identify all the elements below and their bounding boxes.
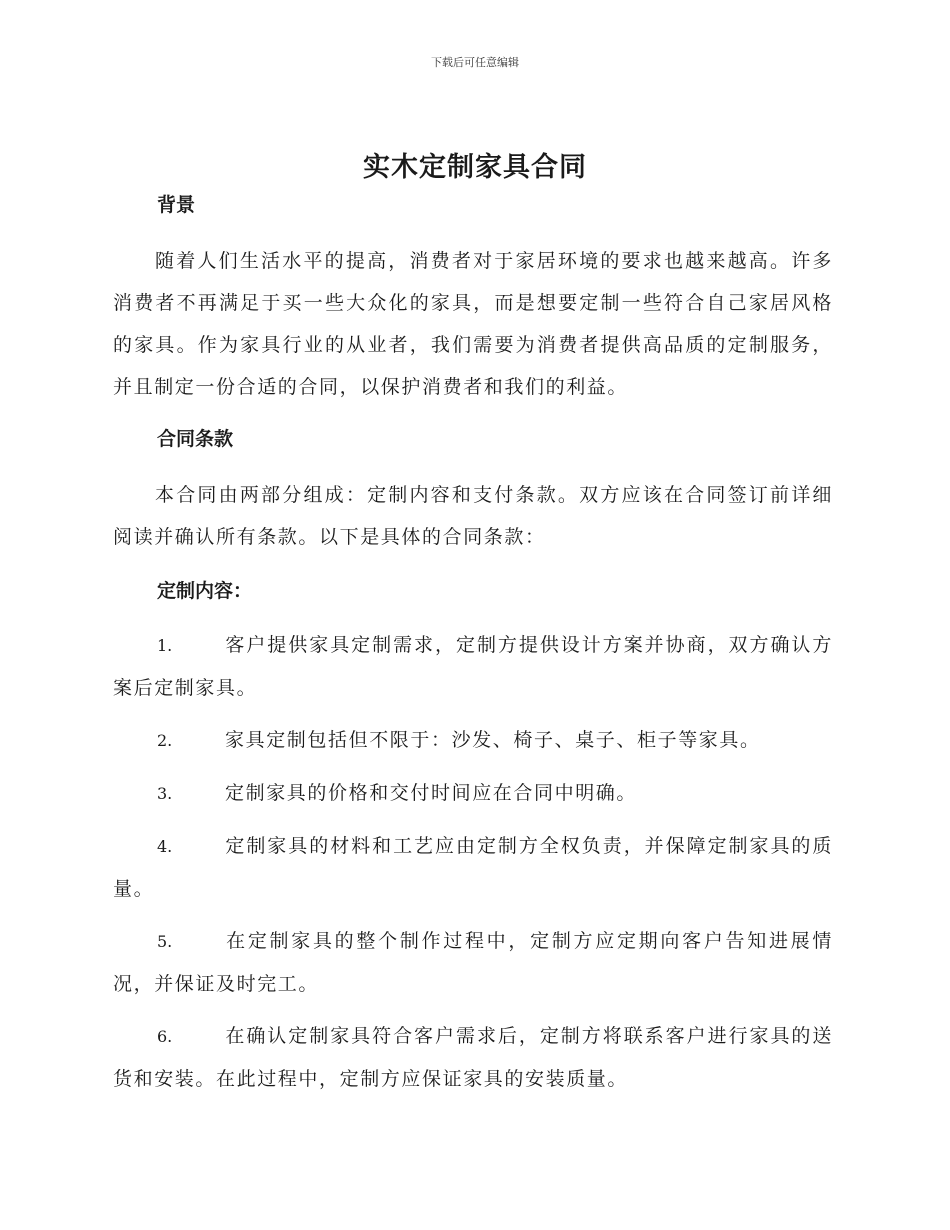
list-item [113,825,833,910]
list-item [113,719,833,762]
section-heading-terms: 合同条款 [157,428,234,450]
header-note: 下载后可任意编辑 [431,56,519,69]
list-item-text: 在确认定制家具符合客户需求后，定制方将联系客户进行家具的送货和安装。在此过程中，定制方应保证家具的安装质量。 [113,1025,833,1090]
list-item-number: 6. [157,1027,173,1046]
list-item-text: 定制家具的材料和工艺应由定制方全权负责，并保障定制家具的质量。 [113,835,833,900]
list-item-text: 家具定制包括但不限于：沙发、椅子、桌子、柜子等家具。 [225,729,761,751]
section-heading-custom-content: 定制内容： [157,580,253,602]
list-item-text: 在定制家具的整个制作过程中，定制方应定期向客户告知进展情况，并保证及时完工。 [113,930,833,995]
list-item [113,624,833,709]
list-item [113,772,833,815]
document-title: 实木定制家具合同 [363,152,587,183]
list-item-number: 3. [157,784,173,803]
custom-content-list [113,624,833,1100]
background-paragraph: 随着人们生活水平的提高，消费者对于家居环境的要求也越来越高。许多消费者不再满足于买一些大众化的家具，而是想要定制一些符合自己家居风格的家具。作为家具行业的从业者，我们需要为消费者提供高品质的定制服务，并且制定一份合适的合同，以保护消费者和我们的利益。 [113,250,833,398]
list-item-number: 5. [157,932,173,951]
list-item-number: 4. [157,837,173,856]
document-body [113,190,833,1100]
section-heading-background: 背景 [157,194,196,216]
list-item [113,920,833,1005]
list-item-text: 客户提供家具定制需求，定制方提供设计方案并协商，双方确认方案后定制家具。 [113,634,833,699]
terms-paragraph: 本合同由两部分组成：定制内容和支付条款。双方应该在合同签订前详细阅读并确认所有条款。以下是具体的合同条款： [113,484,833,548]
list-item-number: 1. [157,636,173,655]
list-item [113,1015,833,1100]
list-item-text: 定制家具的价格和交付时间应在合同中明确。 [225,782,638,804]
list-item-number: 2. [157,731,173,750]
